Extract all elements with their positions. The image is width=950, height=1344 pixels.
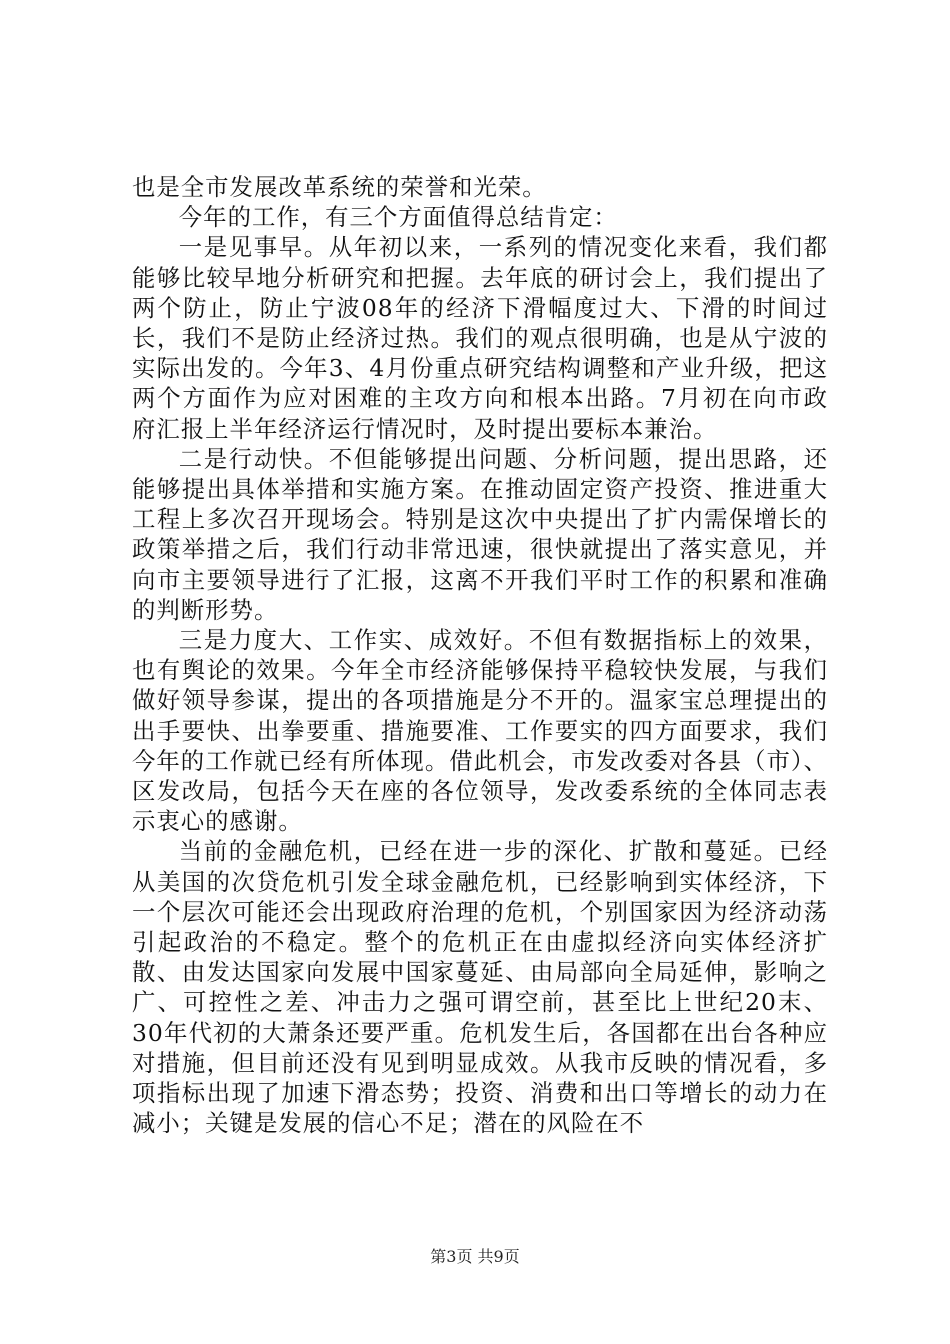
paragraph-point-two: 二是行动快。不但能够提出问题、分析问题，提出思路，还能够提出具体举措和实施方案。在推动固定资产投资、推进重大工程上多次召开现场会。特别是这次中央提出了扩内需保增长的政策举措之后，我们行动非常迅速，很快就提出了落实意见，并向市主要领导进行了汇报，这离不开我们平时工作的积累和准确的判断形势。 — [132, 444, 828, 624]
document-body — [132, 172, 828, 1139]
paragraph-financial-crisis: 当前的金融危机，已经在进一步的深化、扩散和蔓延。已经从美国的次贷危机引发全球金融危机，已经影响到实体经济，下一个层次可能还会出现政府治理的危机，个别国家因为经济动荡引起政治的不稳定。整个的危机正在由虚拟经济向实体经济扩散、由发达国家向发展中国家蔓延、由局部向全局延伸，影响之广、可控性之差、冲击力之强可谓空前，甚至比上世纪20末、30年代初的大萧条还要严重。危机发生后，各国都在出台各种应对措施，但目前还没有见到明显成效。从我市反映的情况看，多项指标出现了加速下滑态势；投资、消费和出口等增长的动力在减小；关键是发展的信心不足；潜在的风险在不 — [132, 837, 828, 1138]
paragraph-point-three: 三是力度大、工作实、成效好。不但有数据指标上的效果，也有舆论的效果。今年全市经济能够保持平稳较快发展，与我们做好领导参谋，提出的各项措施是分不开的。温家宝总理提出的出手要快、出拳要重、措施要准、工作要实的四方面要求，我们今年的工作就已经有所体现。借此机会，市发改委对各县（市）、区发改局，包括今天在座的各位领导，发改委系统的全体同志表示衷心的感谢。 — [132, 626, 828, 836]
page-number-footer: 第3页 共9页 — [430, 1247, 520, 1266]
paragraph-intro: 今年的工作，有三个方面值得总结肯定： — [178, 203, 618, 232]
paragraph-point-one: 一是见事早。从年初以来，一系列的情况变化来看，我们都能够比较早地分析研究和把握。去年底的研讨会上，我们提出了两个防止，防止宁波08年的经济下滑幅度过大、下滑的时间过长，我们不是防止经济过热。我们的观点很明确，也是从宁波的实际出发的。今年3、4月份重点研究结构调整和产业升级，把这两个方面作为应对困难的主攻方向和根本出路。7月初在向市政府汇报上半年经济运行情况时，及时提出要标本兼治。 — [132, 233, 828, 443]
paragraph-continuation: 也是全市发展改革系统的荣誉和光荣。 — [132, 173, 547, 201]
